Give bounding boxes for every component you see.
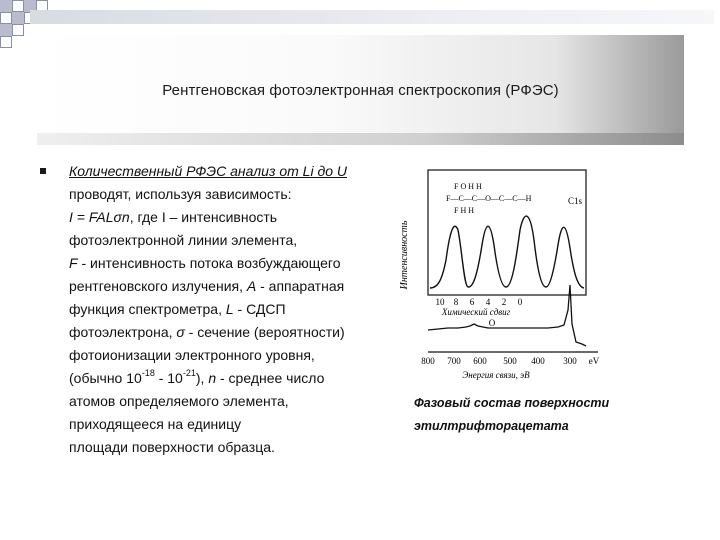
inset-peaks — [430, 216, 584, 288]
inset-tick: 8 — [453, 297, 459, 307]
caption-line-1: Фазовый состав поверхности — [414, 396, 610, 410]
chemical-formula-top: F O H H — [454, 182, 482, 191]
main-tick: 300 — [563, 356, 577, 366]
title-band — [37, 35, 684, 145]
inset-ticks — [436, 297, 523, 307]
inset-tick: 6 — [469, 297, 475, 307]
main-x-label: Энергия связи, эВ — [462, 370, 530, 380]
main-tick: 500 — [503, 356, 517, 366]
top-decoration-bar — [30, 10, 714, 24]
chemical-formula-mid: F—C—C—O—C—C—H — [446, 194, 532, 203]
oxygen-label: O — [488, 318, 496, 328]
inset-tick: 2 — [501, 297, 507, 307]
figure-caption — [414, 392, 684, 438]
slide-title: Рентгеновская фотоэлектронная спектроскопия (РФЭС) — [162, 82, 559, 99]
formula: I = FALσn — [69, 209, 130, 225]
main-ticks — [421, 356, 599, 366]
xps-spectrum-figure — [398, 160, 608, 390]
inset-tick: 0 — [517, 297, 523, 307]
body-line-1: Количественный РФЭС анализ от Li до U — [69, 163, 347, 179]
title-band-shade — [37, 133, 684, 145]
y-axis-label: Интенсивность — [399, 220, 410, 290]
inset-tick: 4 — [485, 297, 491, 307]
body-line-7: функция спектрометра, L - СДСП — [69, 301, 286, 317]
bullet-marker — [40, 168, 46, 174]
body-line-6: рентгеновского излучения, A - аппаратная — [69, 278, 345, 294]
body-line-4: фотоэлектронной линии элемента, — [69, 232, 298, 248]
main-tick: 400 — [531, 356, 545, 366]
body-line-2: проводят, используя зависимость: — [69, 186, 292, 202]
inset-peak-label: C1s — [568, 196, 583, 206]
body-text — [69, 160, 399, 459]
body-line-5: F - интенсивность потока возбуждающего — [69, 255, 341, 271]
body-line-9: фотоионизации электронного уровня, — [69, 347, 315, 363]
chemical-formula-bot: F H H — [454, 206, 475, 215]
main-tick: 700 — [447, 356, 461, 366]
body-line-12: приходящееся на единицу — [69, 416, 242, 432]
body-line-8: фотоэлектрона, σ - сечение (вероятности) — [69, 324, 345, 340]
inset-tick: 10 — [435, 297, 445, 307]
main-tick: 600 — [473, 356, 487, 366]
main-tick: 800 — [421, 356, 435, 366]
caption-line-2: этилтрифторацетата — [414, 419, 569, 433]
body-line-10: (обычно $10^{-18} - 10^{-21}$), n - среднее число — [69, 368, 325, 386]
main-tick: eV — [588, 356, 600, 366]
body-line-11: атомов определяемого элемента, — [69, 393, 289, 409]
inset-x-label: Химический сдвиг — [441, 307, 511, 317]
body-line-3: I = FALσn, где I – интенсивность — [69, 209, 278, 225]
body-line-13: площади поверхности образца. — [69, 439, 275, 455]
